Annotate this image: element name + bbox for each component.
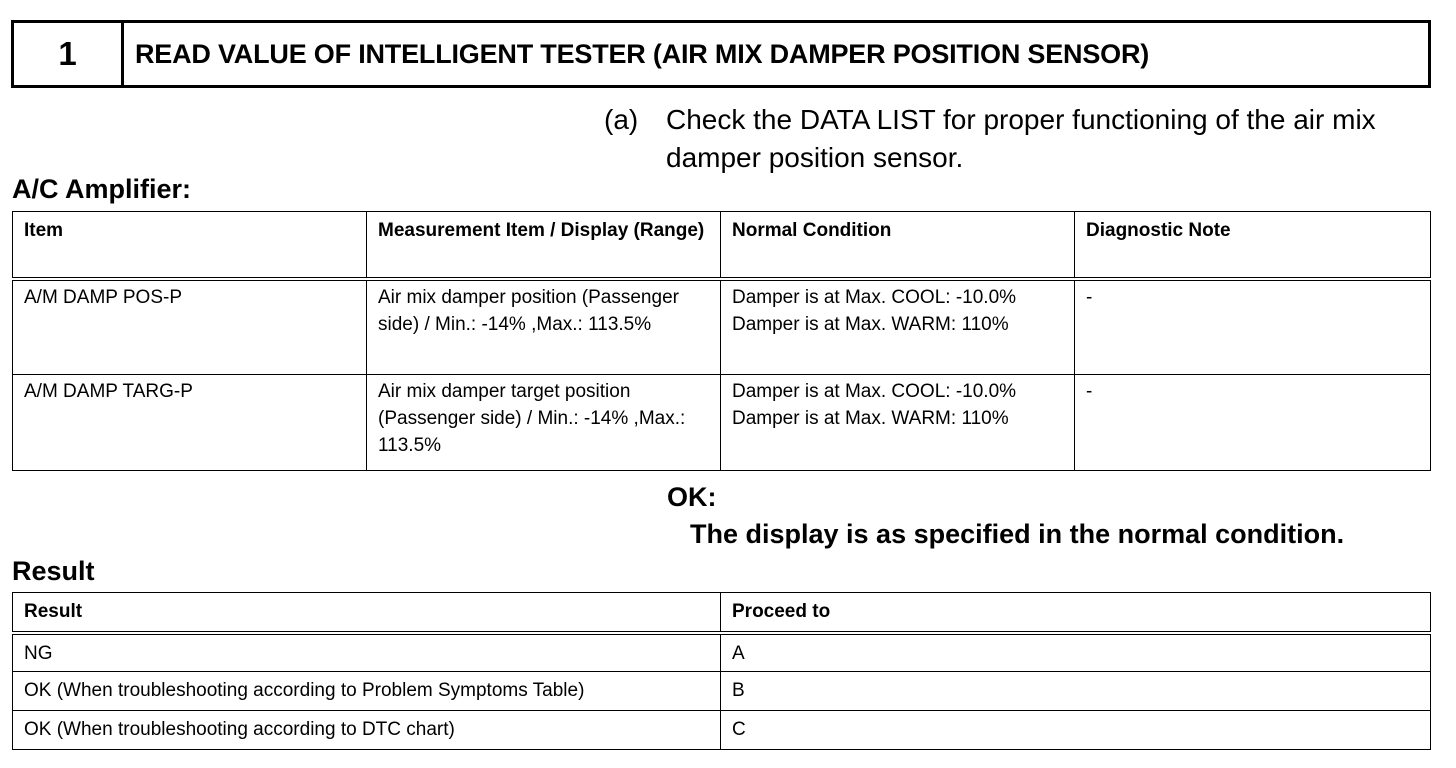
header-result: Result [13, 593, 721, 633]
cell-diagnostic-note: - [1075, 375, 1431, 471]
cell-item: A/M DAMP POS-P [13, 279, 367, 375]
table-row [13, 375, 1431, 471]
header-proceed-to: Proceed to [721, 593, 1431, 633]
cell-result: OK (When troubleshooting according to Problem Symptoms Table) [13, 672, 721, 711]
instruction [604, 101, 1404, 177]
ok-text: The display is as specified in the normal condition. [690, 519, 1345, 549]
table-row [13, 672, 1431, 711]
header-normal-condition: Normal Condition [721, 212, 1075, 279]
cell-result: OK (When troubleshooting according to DTC chart) [13, 711, 721, 750]
amplifier-table [12, 211, 1431, 471]
amplifier-heading: A/C Amplifier: [12, 174, 192, 204]
table-row [13, 279, 1431, 375]
ok-label: OK: [667, 482, 717, 512]
header-item: Item [13, 212, 367, 279]
table-header-row [13, 212, 1431, 279]
cell-normal-condition: Damper is at Max. COOL: -10.0% Damper is at Max. WARM: 110% [721, 279, 1075, 375]
cell-measurement: Air mix damper target position (Passenger side) / Min.: -14% ,Max.: 113.5% [367, 375, 721, 471]
table-row [13, 633, 1431, 672]
instruction-marker: (a) [604, 104, 639, 135]
table-row [13, 711, 1431, 750]
cell-normal-condition: Damper is at Max. COOL: -10.0% Damper is at Max. WARM: 110% [721, 375, 1075, 471]
header-diagnostic-note: Diagnostic Note [1075, 212, 1431, 279]
step-number: 1 [14, 23, 124, 85]
result-heading: Result [12, 556, 95, 586]
cell-diagnostic-note: - [1075, 279, 1431, 375]
cell-proceed-to: B [721, 672, 1431, 711]
cell-proceed-to: A [721, 633, 1431, 672]
cell-measurement: Air mix damper position (Passenger side) / Min.: -14% ,Max.: 113.5% [367, 279, 721, 375]
header-measurement: Measurement Item / Display (Range) [367, 212, 721, 279]
cell-item: A/M DAMP TARG-P [13, 375, 367, 471]
step-title: READ VALUE OF INTELLIGENT TESTER (AIR MIX DAMPER POSITION SENSOR) [135, 38, 1150, 69]
cell-result: NG [13, 633, 721, 672]
table-header-row [13, 593, 1431, 633]
instruction-text: Check the DATA LIST for proper functioning of the air mix damper position sensor. [666, 104, 1376, 173]
result-table [12, 592, 1431, 750]
step-header [11, 20, 1431, 88]
cell-proceed-to: C [721, 711, 1431, 750]
